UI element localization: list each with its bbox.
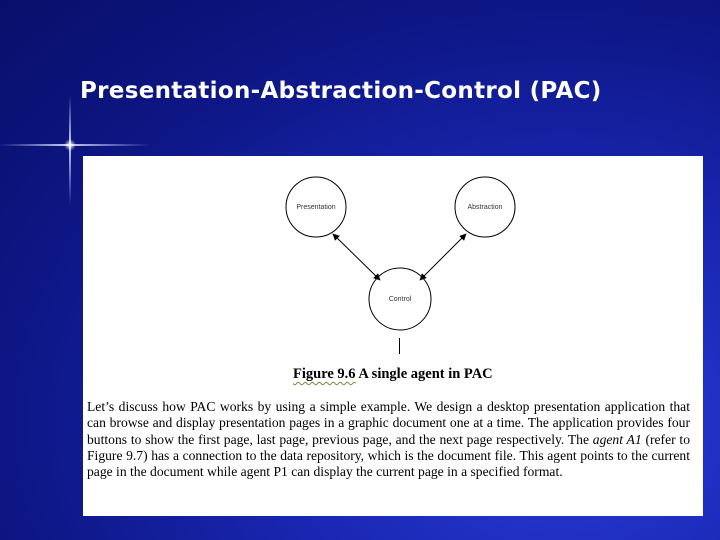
text-cursor xyxy=(399,338,400,354)
slide-title: Presentation-Abstraction-Control (PAC) xyxy=(80,78,602,104)
pac-diagram xyxy=(83,156,703,366)
body-paragraph xyxy=(87,399,690,480)
figure-caption-text: A single agent in PAC xyxy=(355,366,493,382)
presentation-label: Presentation xyxy=(296,204,336,211)
abstraction-control-edge xyxy=(420,234,466,280)
control-label: Control xyxy=(388,296,412,303)
figure-caption xyxy=(293,366,493,383)
sparkle-icon xyxy=(64,139,76,151)
abstraction-label: Abstraction xyxy=(467,204,503,211)
agent-name: agent A1 xyxy=(592,431,642,447)
paragraph-part2: (refer to Figure 9.7) has a connection to the data repository, which is the document file. This agent points to the current page in the document while agent P1 can display the current page in a specified format. xyxy=(87,431,690,480)
presentation-control-edge xyxy=(333,234,380,280)
document-image xyxy=(83,156,703,516)
paragraph-part1: Let’s discuss how PAC works by using a simple example. We design a desktop presentation application that can browse and display presentation pages in a graphic document one at a time. The application provides four buttons to show the first page, last page, previous page, and the next page respectively. The xyxy=(87,399,690,447)
figure-label: Figure 9.6 xyxy=(293,366,356,382)
